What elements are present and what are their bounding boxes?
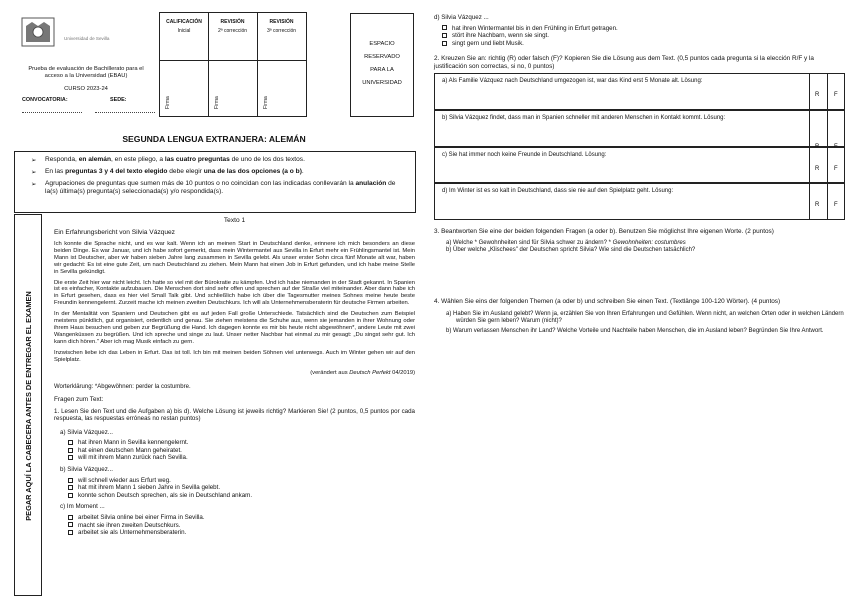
q4-intro: 4. Wählen Sie eins der folgenden Themen (a oder b) und schreiben Sie einen Text. (Textlänge 100-120 Wörter). (4 puntos) [434,298,781,305]
checkbox[interactable] [442,25,447,30]
q1-a-option-1: hat ihren Mann in Sevilla kennengelernt. [78,439,189,447]
checkbox[interactable] [68,485,73,490]
reserved-box [350,13,414,117]
firma-3: Firma [263,96,269,109]
q2-b-f[interactable]: F [834,144,838,150]
q2-d-r[interactable]: R [815,202,820,208]
q1-item-b [54,466,415,499]
q1-item-d [434,14,844,47]
university-logo [18,14,58,50]
firma-1: Firma [165,96,171,109]
q2-statement-b: b) Silvia Vázquez findet, dass man in Spanien schneller mit anderen Menschen in Kontakt kommt. Lösung: [442,115,726,121]
q2-statement-d: d) Im Winter ist es so kalt in Deutschland, dass sie nie auf den Spielplatz geht. Lösung: [442,188,674,194]
q1-b-option-3: konnte schon Deutsch sprechen, als sie in Deutschland ankam. [78,491,253,499]
text-title: Ein Erfahrungsbericht von Silvia Vázquez [54,229,175,236]
reserved-line-3: PARA LA [370,67,394,73]
q4-block [434,298,844,335]
checkbox[interactable] [442,33,447,38]
q2-c-f[interactable]: F [834,166,838,172]
q1-item-a [54,429,415,462]
checkbox[interactable] [68,455,73,460]
reserved-line-2: RESERVADO [364,54,400,60]
side-label: PEGAR AQUÍ LA CABECERA ANTES DE ENTREGAR EL EXAMEN [24,291,33,521]
firma-2: Firma [214,96,220,109]
q2-a-r[interactable]: R [815,92,820,98]
q2-row-b[interactable] [434,110,845,150]
instruction-3: ➢ Agrupaciones de preguntas que sumen más de 10 puntos o no coincidan con las indicadas conllevarán la anulación de la(s) última(s) pregunta(s) seleccionada(s) y/o respondida(s). [31,180,409,196]
checkbox[interactable] [68,448,73,453]
q2-d-f[interactable]: F [834,202,838,208]
q1-item-c [54,503,415,536]
course: CURSO 2023-24 [64,86,108,92]
text-paragraph-1: Ich konnte die Sprache nicht, und es war kalt. Wenn ich an meinen Start in Deutschland denke, erinnere ich mich besonders an diese beiden Dinge. Es war Januar, und ich habe sofort gemerkt, dass mein Wintermantel aus Sevilla in Erfurt mehr ein Frühlingsmantel ist. Mein Mann ist Deutscher, aber wir haben sieben Jahre lang zusammen in Sevilla gelebt. Als unser erster Sohn circa fünf Monate alt war, haben wir gedacht: Es ist eine gute Zeit, um nach Deutschland zu ziehen. Mein Mann hat einen Job in Erfurt gefunden, und ich habe meine Stelle in Sevilla gekündigt. [54,241,415,275]
text-paragraph-3: In der Mentalität von Spaniern und Deutschen gibt es auf jeden Fall große Unterschiede. Tatsächlich sind die Deutschen zum Beispiel meistens pünktlich, gut organisiert, ordentlich und genau. Sie ziehen meistens die Schuhe aus, wenn sie jemanden in ihrer Wohnung oder ihrem Haus besuchen und geben zur Begrüßung die Hand. Ich dagegen konnte es mir bis heute nicht abgewöhnen*, andere Leute mit zwei Wangenküssen zu begrüßen. Und ich spreche und singe zu laut. Unser netter Nachbar hat einmal zu mir gesagt: „Du singst sehr gut. Ich kann dich hören." Aber ich mag Musik einfach zu gern. [54,311,415,345]
subject-title: SEGUNDA LENGUA EXTRANJERA: ALEMÁN [122,134,306,144]
q1-c-option-3: arbeitet sie als Unternehmensberaterin. [78,529,187,537]
logo-text: Universidad de Sevilla [64,36,110,41]
q1-b-label: b) Silvia Vázquez... [60,466,113,474]
q2-row-c[interactable] [434,147,845,183]
q2-row-d[interactable] [434,183,845,220]
q3-option-a: a) Welche * Gewohnheiten sind für Silvia schwer zu ändern? * Gewohnheiten: costumbres [446,239,686,246]
reserved-line-4: UNIVERSIDAD [362,80,402,86]
side-label-box [14,214,42,596]
q1-d-option-1: hat ihren Wintermantel bis in den Frühling in Erfurt getragen. [452,24,618,32]
q2-c-r[interactable]: R [815,166,820,172]
q1-c-option-1: arbeitet Silvia online bei einer Firma in Sevilla. [78,514,205,522]
checkbox[interactable] [68,522,73,527]
text-label: Texto 1 [223,217,246,224]
q1-a-label: a) Silvia Vázquez... [60,428,113,436]
q4-option-a: a) Haben Sie im Ausland gelebt? Wenn ja, erzählen Sie von Ihren Erfahrungen und Gefühlen. Wenn nicht, an welchen Orten oder in welchen Ländern würden Sie gern leben? Warum (nicht)? [446,310,844,325]
reserved-line-1: ESPACIO [369,41,395,47]
grade-col-2-title: REVISIÓN [220,19,245,25]
q4-option-b: b) Warum verlassen Menschen ihr Land? Welche Vorteile und Nachteile haben Menschen, die im Ausland leben? Begründen Sie Ihre Antwort. [446,327,824,334]
checkbox[interactable] [68,493,73,498]
grade-table [159,12,307,117]
q1-b-option-1: will schnell wieder aus Erfurt weg. [78,476,171,484]
instructions-box [14,151,416,213]
q1-b-option-2: hat mit ihrem Mann 1 sieben Jahre in Sevilla gelebt. [78,484,221,492]
q2-row-a[interactable] [434,73,845,110]
q2-statement-c: c) Sie hat immer noch keine Freunde in Deutschland. Lösung: [442,152,607,158]
q1-c-option-2: macht sie ihren zweiten Deutschkurs. [78,521,181,529]
checkbox[interactable] [442,41,447,46]
convocatoria-line [22,112,82,113]
checkbox[interactable] [68,530,73,535]
q2-statement-a: a) Als Familie Vázquez nach Deutschland umgezogen ist, war das Kind erst 5 Monate alt. Lösung: [442,78,703,84]
q1-d-label: d) Silvia Vázquez ... [434,14,489,21]
q1-d-option-2: stört ihre Nachbarn, wenn sie singt. [452,32,549,40]
grade-col-3-title: REVISIÓN [269,19,294,25]
q2-b-r[interactable]: R [815,144,820,150]
grade-col-2-sub: 2ª corrección [217,28,248,34]
q2-a-f[interactable]: F [834,92,838,98]
q1-a-option-3: will mit ihrem Mann zurück nach Sevilla. [78,454,188,462]
word-explanation: Worterklärung: *Abgewöhnen: perder la costumbre. [54,383,191,390]
university-seal-icon [18,14,58,50]
checkbox[interactable] [68,478,73,483]
text-source: (verändert aus Deutsch Perfekt 04/2019) [310,369,415,376]
text-paragraph-2: Die erste Zeit hier war nicht leicht. Ich hatte so viel mit der Bürokratie zu kämpfen. Und ich habe niemanden in der Stadt gekannt. In Spanien ist es einfacher, Kontakte aufzubauen. Die Menschen dort sind sehr offen und sprechen auf der Straße viel miteinander. Aber dann habe ich in Erfurt gesehen, dass es hier viel Small Talk gibt. Und schließlich habe ich über die Tagesmutter meines Sohnes meine heute beste Freundin kennengelernt. Zurzeit mache ich meinen zweiten Deutschkurs. Ich will als Unternehmensberaterin für deutsche Firmen arbeiten. [54,279,415,307]
grade-col-1-title: CALIFICACIÓN [166,19,202,25]
grade-col-1-sub: Inicial [177,28,191,34]
checkbox[interactable] [68,440,73,445]
q3-option-b: b) Über welche „Klischees" der Deutschen spricht Silvia? Wie sind die Deutschen tatsächlich? [446,247,696,253]
q3-block [434,228,844,254]
sede-line [95,112,155,113]
q1-a-option-2: hat einen deutschen Mann geheiratet. [78,446,182,454]
q3-intro: 3. Beantworten Sie eine der beiden folgenden Fragen (a oder b). Benutzen Sie möglichst Ihre eigenen Worte. (2 puntos) [434,228,774,235]
grade-col-3-sub: 3ª corrección [266,28,297,34]
q1-intro: 1. Lesen Sie den Text und die Aufgaben a) bis d). Welche Lösung ist jeweils richtig? Markieren Sie! (2 puntos, 0,5 puntos por cada respuesta, las respuestas erróneas no restan puntos) [54,407,415,423]
exam-title: Prueba de evaluación de Bachillerato para el acceso a la Universidad (EBAU) [28,66,144,79]
q1-d-option-3: singt gern und liebt Musik. [452,39,524,47]
questions-heading: Fragen zum Text: [54,395,104,403]
q2-intro: 2. Kreuzen Sie an: richtig (R) oder falsch (F)? Kopieren Sie die Lösung aus dem Text. (0,5 puntos cada pregunta si la elección R/F y la justificación son correctas, si no, 0 puntos) [434,55,814,70]
text-block [54,217,415,537]
checkbox[interactable] [68,515,73,520]
instruction-2: ➢ En las preguntas 3 y 4 del texto elegido debe elegir una de las dos opciones (a o b). [31,168,409,176]
q1-c-label: c) Im Moment ... [60,503,105,511]
instruction-1: ➢ Responda, en alemán, en este pliego, a las cuatro preguntas de uno de los dos textos. [31,156,409,164]
sede-label: SEDE: [110,97,127,103]
convocatoria-label: CONVOCATORIA: [22,97,68,103]
text-paragraph-4: Inzwischen liebe ich das Leben in Erfurt. Das ist toll. Ich bin mit meinen beiden Söhnen viel unterwegs. Auch im Winter gehen wir auf den Spielplatz. [54,349,415,363]
